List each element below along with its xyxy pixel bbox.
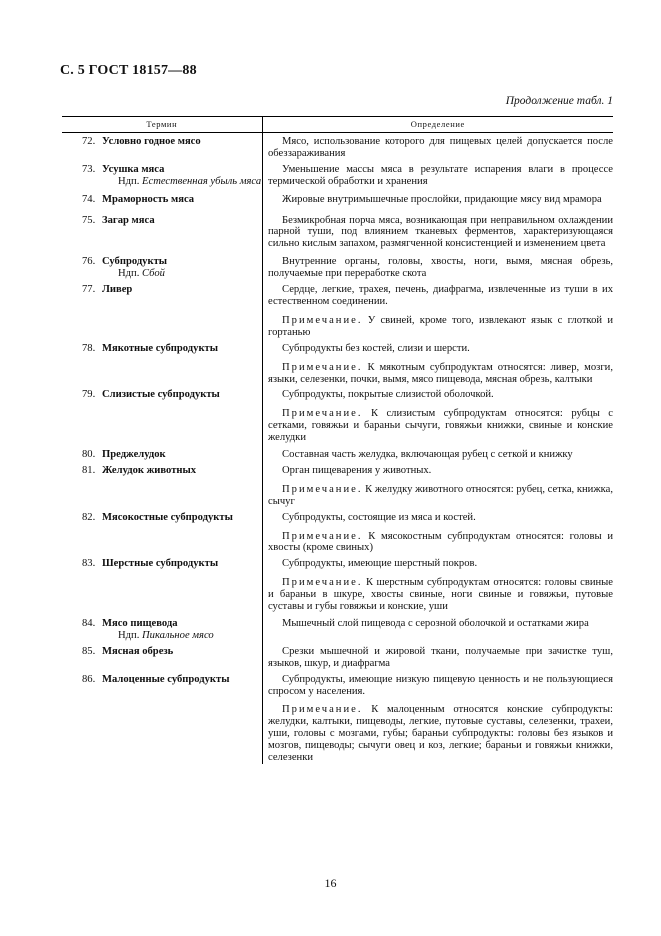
table-row: [62, 508, 613, 555]
term-number: 81.: [82, 464, 96, 476]
note-text: К желудку животного относятся: рубец, сетка, книжка, сычуг: [268, 483, 613, 507]
deprecated-term: [82, 176, 262, 188]
note-label: Примечание.: [282, 408, 363, 420]
term-cell: [62, 343, 262, 386]
definition-text: Субпродукты, состоящие из мяса и костей.: [282, 511, 476, 523]
term-cell: [62, 256, 262, 280]
definition-cell: [262, 558, 613, 613]
table-row: [62, 642, 613, 670]
note-label: Примечание.: [282, 577, 363, 589]
note-label: Примечание.: [282, 704, 363, 716]
definition-note: [268, 577, 613, 613]
table-row: [62, 670, 613, 764]
definition-text: Срезки мышечной и жировой ткани, получаемые при зачистке туш, языков, шкур, и диафрагма: [268, 645, 613, 669]
deprecated-term-name: Естественная убыль мяса: [142, 175, 262, 187]
definition-cell: [262, 618, 613, 642]
definition-cell: [262, 449, 613, 461]
term-name: Условно годное мясо: [102, 136, 201, 147]
term-name: Мясокостные субпродукты: [102, 511, 233, 523]
table-row: [62, 613, 613, 642]
term-number: 74.: [82, 193, 96, 205]
definition-text: Мышечный слой пищевода с серозной оболочкой и остатками жира: [282, 618, 589, 629]
term-cell: [62, 215, 262, 251]
term-cell: [62, 465, 262, 508]
note-label: Примечание.: [282, 530, 363, 542]
definition-text: Внутренние органы, головы, хвосты, ноги, вымя, мясная обрезь, получаемые при переработке скота: [268, 256, 613, 280]
definition-cell: [262, 646, 613, 670]
term-number: 83.: [82, 558, 96, 570]
table-body: [62, 133, 613, 764]
table-row: [62, 206, 613, 251]
definition-cell: [262, 512, 613, 555]
column-header-term: Термин: [146, 119, 178, 129]
deprecated-label: Ндп.: [118, 268, 140, 280]
table-row: [62, 554, 613, 613]
definition-note: [268, 704, 613, 764]
definition-text: Безмикробная порча мяса, возникающая при неправильном охлаждении парной туши, под влиянием тканевых ферментов, характеризующаяся сильно кислым запахом, размягченной консистенцией и изменением цвета: [268, 214, 613, 250]
table-row: [62, 133, 613, 160]
term-number: 86.: [82, 673, 96, 685]
definition-note: [268, 531, 613, 555]
table-row: [62, 160, 613, 188]
definition-text: Субпродукты, имеющие низкую пищевую ценность и не пользующиеся спросом у населения.: [268, 673, 613, 697]
term-name: Шерстные субпродукты: [102, 558, 219, 570]
deprecated-term-name: Пикальное мясо: [142, 629, 214, 641]
term-cell: [62, 646, 262, 670]
term-number: 72.: [82, 136, 96, 147]
definition-text: Орган пищеварения у животных.: [282, 464, 432, 476]
term-cell: [62, 558, 262, 613]
terms-table: [62, 116, 613, 764]
definition-text: Мясо, использование которого для пищевых целей допускается после обеззараживания: [268, 136, 613, 159]
term-name: Загар мяса: [102, 214, 155, 226]
definition-cell: [262, 465, 613, 508]
note-text: К шерстным субпродуктам относятся: головы свиные и бараньи в шкуре, хвосты свиные, ноги свиные и говяжьи, путовые суставы и губы говяжьи и конские, уши: [268, 577, 613, 613]
definition-cell: [262, 256, 613, 280]
definition-text: Уменьшение массы мяса в результате испарения влаги в процессе термической обработки и хранения: [268, 163, 613, 187]
term-name: Усушка мяса: [102, 163, 165, 175]
term-cell: [62, 136, 262, 160]
definition-note: [268, 362, 613, 386]
note-text: К мякотным субпродуктам относятся: ливер, мозги, языки, селезенки, почки, вымя, мясо пищевода, мясная обрезь, калтыки: [268, 361, 613, 385]
table-row: [62, 461, 613, 508]
term-cell: [62, 449, 262, 461]
term-cell: [62, 389, 262, 444]
definition-cell: [262, 284, 613, 339]
definition-text: Субпродукты, покрытые слизистой оболочкой.: [282, 389, 494, 401]
term-number: 76.: [82, 256, 96, 268]
term-cell: [62, 618, 262, 642]
page-header: С. 5 ГОСТ 18157—88: [60, 63, 197, 78]
table-row: [62, 444, 613, 461]
table-row: [62, 385, 613, 444]
definition-text: Субпродукты без костей, слизи и шерсти.: [282, 342, 470, 354]
deprecated-term: [82, 268, 262, 280]
table-row: [62, 280, 613, 339]
term-name: Субпродукты: [102, 256, 168, 268]
table-row: [62, 188, 613, 206]
term-number: 79.: [82, 389, 96, 401]
term-number: 85.: [82, 645, 96, 657]
term-number: 78.: [82, 342, 96, 354]
deprecated-term: [82, 630, 262, 642]
definition-note: [268, 315, 613, 339]
note-text: К мясокостным субпродуктам относятся: головы и хвосты (кроме свиных): [268, 530, 613, 554]
column-header-definition: Определение: [262, 117, 613, 132]
term-number: 80.: [82, 449, 96, 461]
table-row: [62, 250, 613, 280]
definition-cell: [262, 194, 613, 206]
table-row: [62, 339, 613, 386]
definition-note: [268, 484, 613, 508]
definition-note: [268, 408, 613, 444]
term-cell: [62, 674, 262, 764]
definition-cell: [262, 136, 613, 160]
deprecated-label: Ндп.: [118, 175, 140, 187]
term-number: 77.: [82, 284, 96, 296]
term-cell: [62, 512, 262, 555]
term-number: 75.: [82, 214, 96, 226]
definition-text: Составная часть желудка, включающая рубец с сеткой и книжку: [282, 449, 573, 461]
term-name: Мякотные субпродукты: [102, 342, 219, 354]
definition-text: Субпродукты, имеющие шерстный покров.: [282, 558, 478, 570]
term-name: Мраморность мяса: [102, 193, 195, 205]
table-continuation-label: Продолжение табл. 1: [505, 95, 613, 107]
term-cell: [62, 194, 262, 206]
note-text: К малоценным относятся конские субпродукты: желудки, калтыки, пищеводы, легкие, путовые суставы, селезенки, трахеи, уши, головы с мозгами, губы; бараньи субпродукты: головы без языков и мозгов, пищеводы; сычуги овец и коз, легкие; бараньи и говяжьи книжки, селезенки: [268, 704, 613, 764]
note-text: У свиней, кроме того, извлекают язык с глоткой и гортанью: [268, 314, 613, 338]
note-text: К слизистым субпродуктам относятся: рубцы с сетками, говяжьи и бараньи сычуги, говяжьи книжки, свиные и конские желудки: [268, 408, 613, 444]
term-cell: [62, 284, 262, 339]
definition-cell: [262, 389, 613, 444]
term-number: 73.: [82, 163, 96, 175]
term-cell: [62, 164, 262, 188]
term-number: 84.: [82, 618, 96, 629]
definition-cell: [262, 215, 613, 251]
note-label: Примечание.: [282, 361, 363, 373]
definition-text: Жировые внутримышечные прослойки, придающие мясу вид мрамора: [282, 193, 602, 205]
term-name: Мясная обрезь: [102, 645, 174, 657]
deprecated-label: Ндп.: [118, 629, 140, 641]
note-label: Примечание.: [282, 483, 363, 495]
term-name: Мясо пищевода: [102, 618, 178, 629]
term-name: Желудок животных: [102, 464, 197, 476]
term-name: Малоценные субпродукты: [102, 673, 230, 685]
deprecated-term-name: Сбой: [142, 268, 165, 280]
definition-cell: [262, 674, 613, 764]
table-header: [62, 116, 613, 133]
term-number: 82.: [82, 511, 96, 523]
definition-cell: [262, 343, 613, 386]
term-name: Слизистые субпродукты: [102, 389, 220, 401]
term-name: Преджелудок: [102, 449, 166, 461]
term-name: Ливер: [102, 284, 133, 296]
page-number: 16: [324, 876, 337, 890]
note-label: Примечание.: [282, 314, 363, 326]
definition-cell: [262, 164, 613, 188]
definition-text: Сердце, легкие, трахея, печень, диафрагма, извлеченные из туши в их естественном соединении.: [268, 284, 613, 307]
